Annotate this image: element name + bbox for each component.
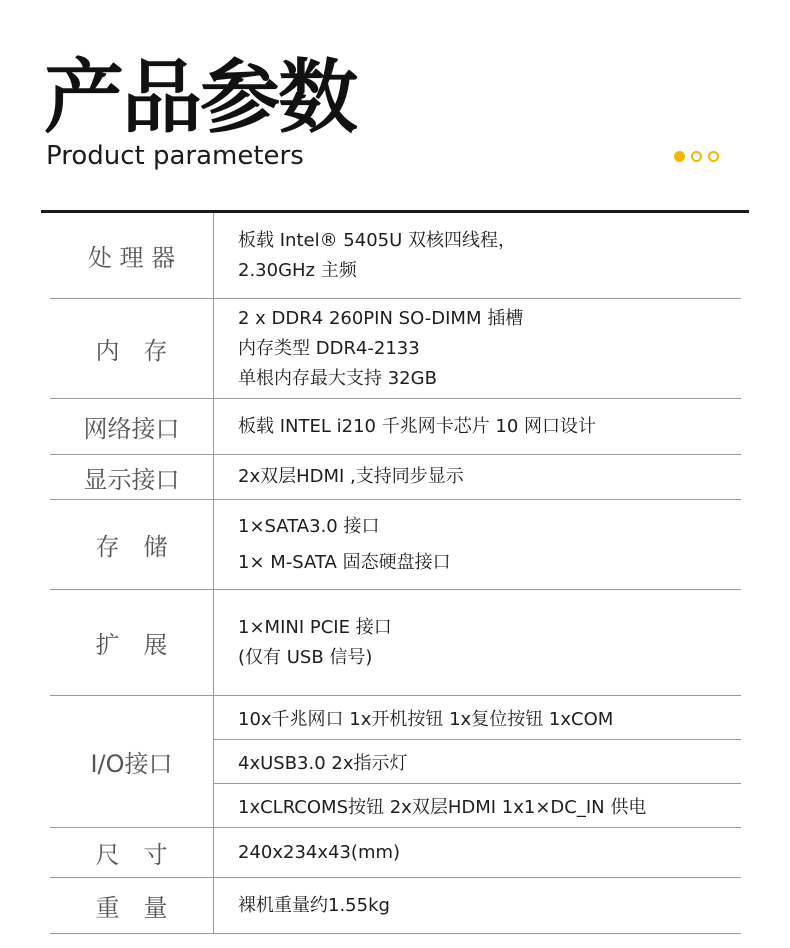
spec-label bbox=[50, 299, 214, 398]
dot-inactive bbox=[708, 151, 719, 162]
spec-value bbox=[214, 299, 741, 398]
spec-line: 2x双层HDMI ,支持同步显示 bbox=[238, 466, 464, 487]
spec-line: 板载 INTEL i210 千兆网卡芯片 10 网口设计 bbox=[238, 415, 597, 437]
label-char: 储 bbox=[143, 533, 168, 561]
spec-value bbox=[214, 399, 741, 454]
spec-label: I/O接口 bbox=[50, 696, 214, 827]
label-char: 重 bbox=[95, 894, 120, 922]
dot-inactive bbox=[691, 151, 702, 162]
spec-label: 显示接口 bbox=[50, 455, 214, 499]
spec-row-io bbox=[50, 696, 741, 828]
spec-row-network bbox=[50, 399, 741, 455]
spec-label: 处 理 器 bbox=[50, 213, 214, 298]
page-subtitle: Product parameters bbox=[46, 141, 304, 171]
spec-subline: 10x千兆网口 1x开机按钮 1x复位按钮 1xCOM bbox=[214, 696, 741, 740]
spec-line: (仅有 USB 信号) bbox=[238, 646, 373, 668]
spec-label bbox=[50, 500, 214, 589]
label-char: 存 bbox=[143, 337, 168, 365]
spec-line: 内存类型 DDR4-2133 bbox=[238, 337, 420, 359]
spec-row-processor bbox=[50, 213, 741, 299]
spec-line: 2 x DDR4 260PIN SO-DIMM 插槽 bbox=[238, 307, 524, 329]
spec-line: 裸机重量约1.55kg bbox=[238, 894, 390, 916]
spec-table bbox=[50, 213, 741, 934]
spec-label bbox=[50, 878, 214, 933]
page-title: 产品参数 bbox=[44, 51, 356, 144]
spec-row-size bbox=[50, 828, 741, 878]
spec-label bbox=[50, 590, 214, 695]
spec-value bbox=[214, 828, 741, 877]
spec-subline: 1xCLRCOMS按钮 2x双层HDMI 1x1×DC_IN 供电 bbox=[238, 796, 647, 818]
spec-subrows bbox=[214, 696, 741, 827]
label-char: 内 bbox=[95, 337, 120, 365]
label-char: 尺 bbox=[95, 841, 120, 869]
spec-row-display bbox=[50, 455, 741, 500]
spec-row-expansion bbox=[50, 590, 741, 696]
spec-value bbox=[214, 213, 741, 298]
spec-label bbox=[50, 828, 214, 877]
label-char: 存 bbox=[95, 533, 120, 561]
spec-row-storage bbox=[50, 500, 741, 590]
label-char: 展 bbox=[143, 631, 168, 659]
spec-line: 板载 Intel® 5405U 双核四线程， bbox=[238, 229, 516, 251]
spec-line: 单根内存最大支持 32GB bbox=[238, 367, 437, 389]
spec-line: 1×MINI PCIE 接口 bbox=[238, 616, 392, 638]
spec-subline: 4xUSB3.0 2x指示灯 bbox=[214, 740, 741, 784]
pagination-dots bbox=[674, 151, 719, 162]
spec-value bbox=[214, 500, 741, 589]
dot-active bbox=[674, 151, 685, 162]
label-char: 扩 bbox=[95, 631, 120, 659]
spec-line: 2.30GHz 主频 bbox=[238, 259, 357, 281]
label-char: 寸 bbox=[143, 841, 168, 869]
spec-row-weight bbox=[50, 878, 741, 934]
spec-line: 1× M-SATA 固态硬盘接口 bbox=[238, 551, 451, 573]
spec-row-memory bbox=[50, 299, 741, 399]
spec-value bbox=[214, 590, 741, 695]
spec-line: 240x234x43(mm) bbox=[238, 841, 401, 863]
spec-value bbox=[214, 455, 741, 499]
spec-line: 1×SATA3.0 接口 bbox=[238, 515, 380, 537]
spec-value bbox=[214, 878, 741, 933]
spec-label: 网络接口 bbox=[50, 399, 214, 454]
label-char: 量 bbox=[143, 894, 168, 922]
